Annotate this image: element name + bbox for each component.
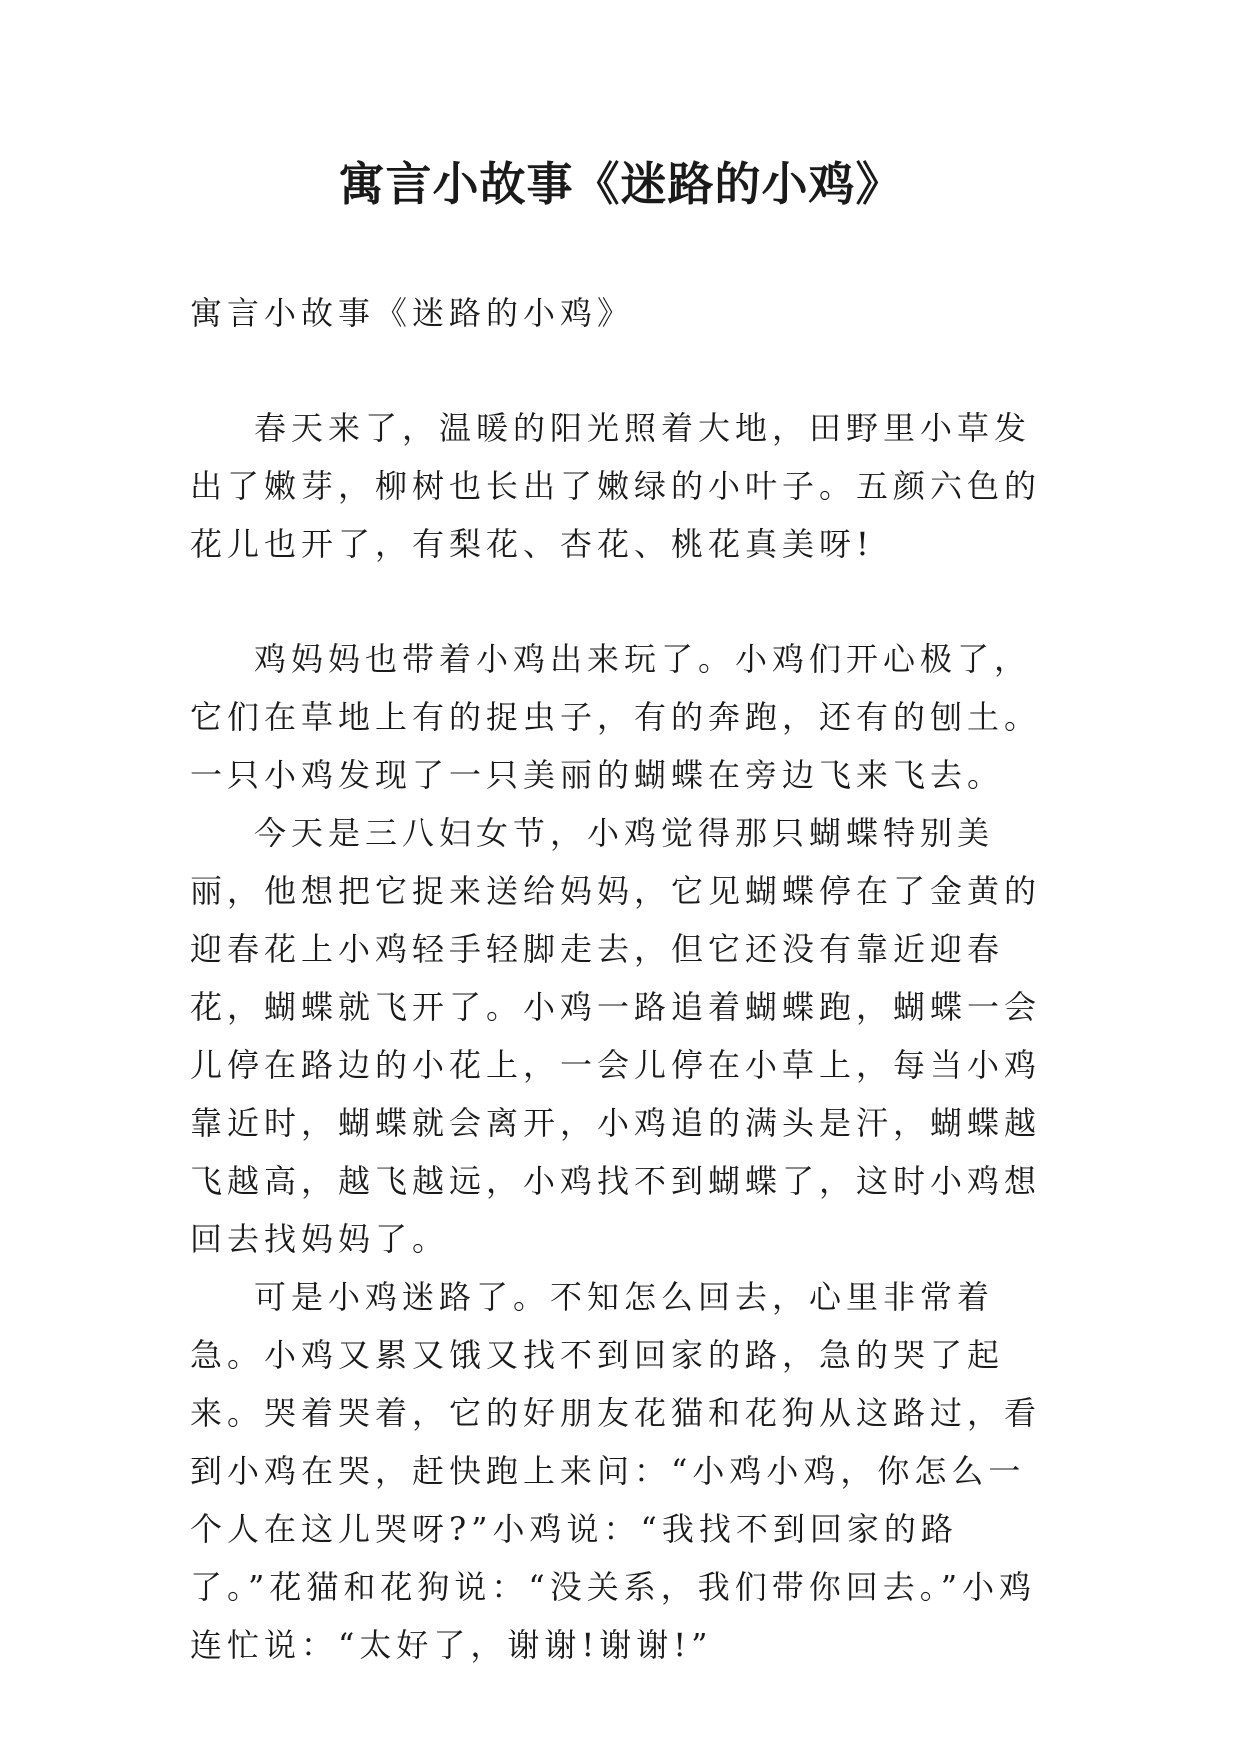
paragraph-1: 春天来了，温暖的阳光照着大地，田野里小草发出了嫩芽，柳树也长出了嫩绿的小叶子。五颜六色的花儿也开了，有梨花、杏花、桃花真美呀! xyxy=(190,409,1042,563)
paragraph-3: 今天是三八妇女节，小鸡觉得那只蝴蝶特别美丽，他想把它捉来送给妈妈，它见蝴蝶停在了金黄的迎春花上小鸡轻手轻脚走去，但它还没有靠近迎春花，蝴蝶就飞开了。小鸡一路追着蝴蝶跑，蝴蝶一会儿停在路边的小花上，一会儿停在小草上，每当小鸡靠近时，蝴蝶就会离开，小鸡追的满头是汗，蝴蝶越飞越高，越飞越远，小鸡找不到蝴蝶了，这时小鸡想回去找妈妈了。 xyxy=(190,814,1042,1258)
paragraph-2: 鸡妈妈也带着小鸡出来玩了。小鸡们开心极了，它们在草地上有的捉虫子，有的奔跑，还有的刨土。一只小鸡发现了一只美丽的蝴蝶在旁边飞来飞去。 xyxy=(190,640,1042,794)
document-body xyxy=(190,284,1060,1674)
document-subtitle: 寓言小故事《迷路的小鸡》 xyxy=(190,294,635,332)
spacer xyxy=(190,342,1060,399)
paragraph-4: 可是小鸡迷路了。不知怎么回去，心里非常着急。小鸡又累又饿又找不到回家的路，急的哭了起来。哭着哭着，它的好朋友花猫和花狗从这路过，看到小鸡在哭，赶快跑上来问：“小鸡小鸡，你怎么一个人在这儿哭呀?”小鸡说：“我找不到回家的路了。”花猫和花狗说：“没关系，我们带你回去。”小鸡连忙说：“太好了，谢谢!谢谢!” xyxy=(190,1278,1042,1664)
spacer xyxy=(190,573,1060,630)
document-title: 寓言小故事《迷路的小鸡》 xyxy=(338,157,903,211)
